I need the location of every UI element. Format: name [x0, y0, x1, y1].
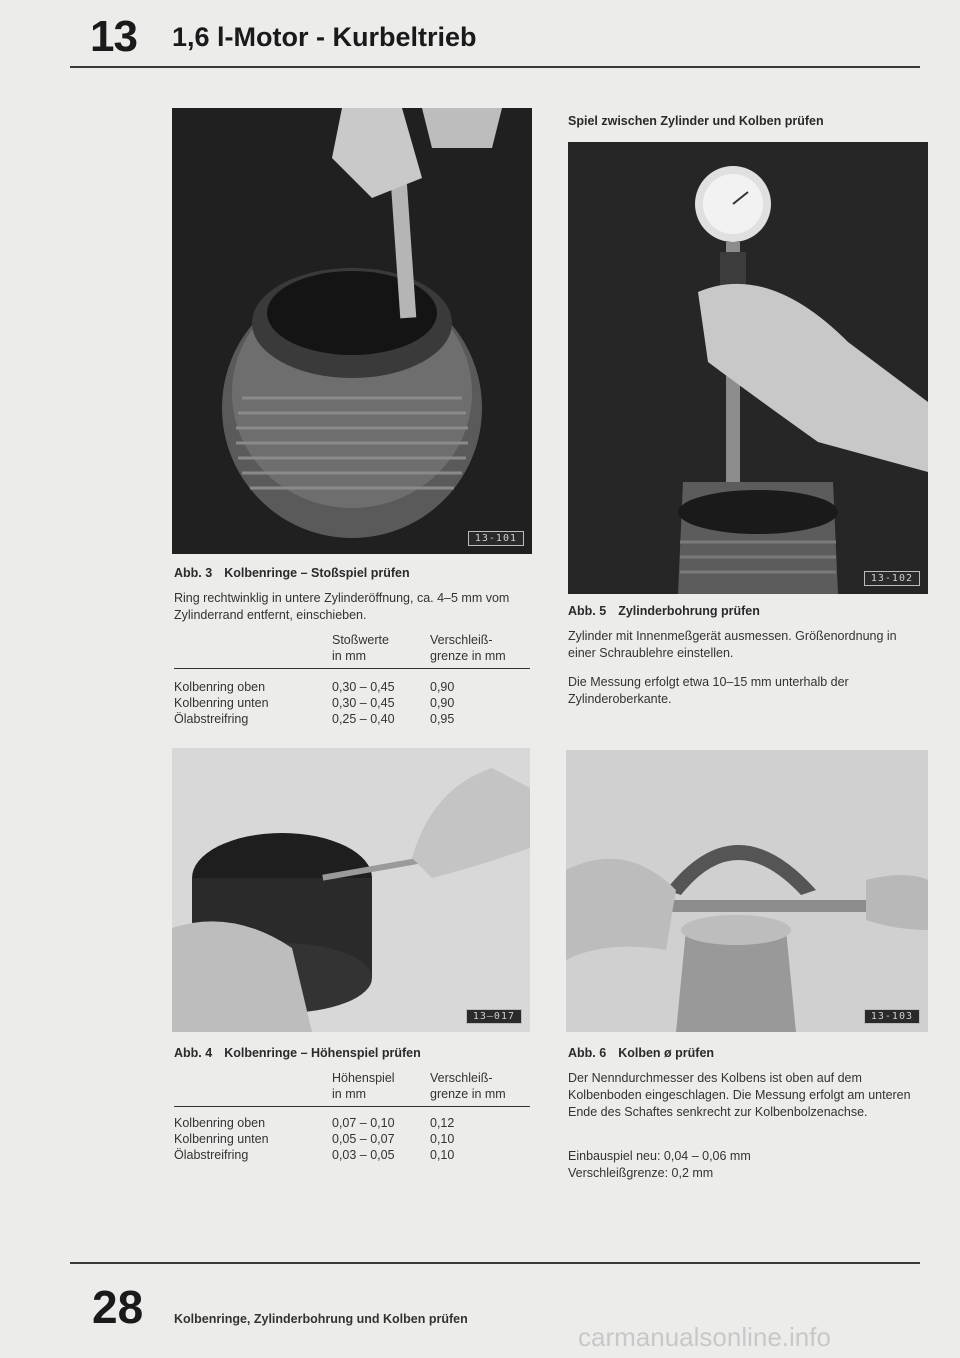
row-label: Ölabstreifring — [174, 1148, 249, 1162]
col-head: grenze in mm — [430, 648, 530, 669]
photo-bore-gauge — [568, 142, 928, 594]
figure-code: 13-103 — [864, 1009, 920, 1024]
row-limit: 0,10 — [430, 1148, 455, 1162]
row-limit: 0,95 — [430, 712, 455, 726]
figure-code: 13-102 — [864, 571, 920, 586]
row-label: Ölabstreifring — [174, 712, 249, 726]
footer-title: Kolbenringe, Zylinderbohrung und Kolben prüfen — [174, 1312, 468, 1326]
col-head: Höhenspiel — [332, 1071, 395, 1085]
watermark: carmanualsonline.info — [578, 1322, 831, 1352]
row-limit: 0,90 — [430, 696, 455, 710]
row-value: 0,25 – 0,40 — [332, 712, 395, 726]
body-fig3: Ring rechtwinklig in untere Zylinderöffnung, ca. 4–5 mm vom Zylinderrand entfernt, einschieben. — [174, 591, 510, 622]
col-head: Verschleiß- — [430, 633, 493, 647]
row-value: 0,30 – 0,45 — [332, 680, 395, 694]
row-label: Kolbenring oben — [174, 1116, 266, 1130]
row-label: Kolbenring oben — [174, 680, 266, 694]
caption-number: Abb. 4 — [174, 1046, 213, 1060]
section-heading: Spiel zwischen Zylinder und Kolben prüfen — [568, 114, 824, 128]
caption-fig5 — [568, 604, 760, 618]
caption-fig3 — [174, 566, 410, 580]
row-value: 0,07 – 0,10 — [332, 1116, 395, 1130]
table-row — [174, 1147, 530, 1163]
table-row — [174, 695, 530, 711]
table-ring-gap — [174, 632, 530, 727]
col-head: in mm — [332, 648, 430, 669]
row-limit: 0,12 — [430, 1116, 455, 1130]
caption-number: Abb. 5 — [568, 604, 607, 618]
photo-piston-micrometer — [566, 750, 928, 1032]
figure-code: 13-101 — [468, 531, 524, 546]
chapter-title: 1,6 l-Motor - Kurbeltrieb — [172, 22, 477, 52]
caption-text: Kolbenringe – Höhenspiel prüfen — [224, 1046, 421, 1060]
col-head: in mm — [332, 1086, 430, 1107]
page-number: 28 — [92, 1281, 144, 1333]
caption-number: Abb. 6 — [568, 1046, 607, 1060]
chapter-number: 13 — [90, 12, 137, 61]
body-fig6-2: Einbauspiel neu: 0,04 – 0,06 mm — [568, 1149, 751, 1163]
caption-fig6 — [568, 1046, 714, 1060]
photo-cylinder-ring-gap — [172, 108, 532, 554]
photo-piston-ring-height — [172, 748, 530, 1032]
body-fig5-2: Die Messung erfolgt etwa 10–15 mm unterhalb der Zylinderoberkante. — [568, 675, 849, 706]
col-head: Verschleiß- — [430, 1071, 493, 1085]
row-value: 0,30 – 0,45 — [332, 696, 395, 710]
caption-text: Kolbenringe – Stoßspiel prüfen — [224, 566, 410, 580]
row-limit: 0,90 — [430, 680, 455, 694]
table-row — [174, 711, 530, 727]
table-row — [174, 679, 530, 695]
body-fig6-1: Der Nenndurchmesser des Kolbens ist oben auf dem Kolbenboden eingeschlagen. Die Messung erfolgt am unteren Ende des Schaftes senkrecht zur Kolbenbolzenachse. — [568, 1071, 911, 1119]
table-row — [174, 1115, 530, 1131]
caption-text: Kolben ø prüfen — [618, 1046, 715, 1060]
row-label: Kolbenring unten — [174, 1132, 269, 1146]
footer-rule — [70, 1262, 920, 1264]
row-label: Kolbenring unten — [174, 696, 269, 710]
row-value: 0,03 – 0,05 — [332, 1148, 395, 1162]
caption-text: Zylinderbohrung prüfen — [618, 604, 760, 618]
table-ring-height — [174, 1070, 530, 1163]
row-limit: 0,10 — [430, 1132, 455, 1146]
caption-fig4 — [174, 1046, 421, 1060]
body-fig5-1: Zylinder mit Innenmeßgerät ausmessen. Größenordnung in einer Schraublehre einstellen. — [568, 629, 897, 660]
col-head: grenze in mm — [430, 1086, 530, 1107]
body-fig6-3: Verschleißgrenze: 0,2 mm — [568, 1166, 714, 1180]
figure-code: 13–017 — [466, 1009, 522, 1024]
table-row — [174, 1131, 530, 1147]
header-rule — [70, 66, 920, 68]
col-head: Stoßwerte — [332, 633, 389, 647]
row-value: 0,05 – 0,07 — [332, 1132, 395, 1146]
caption-number: Abb. 3 — [174, 566, 213, 580]
